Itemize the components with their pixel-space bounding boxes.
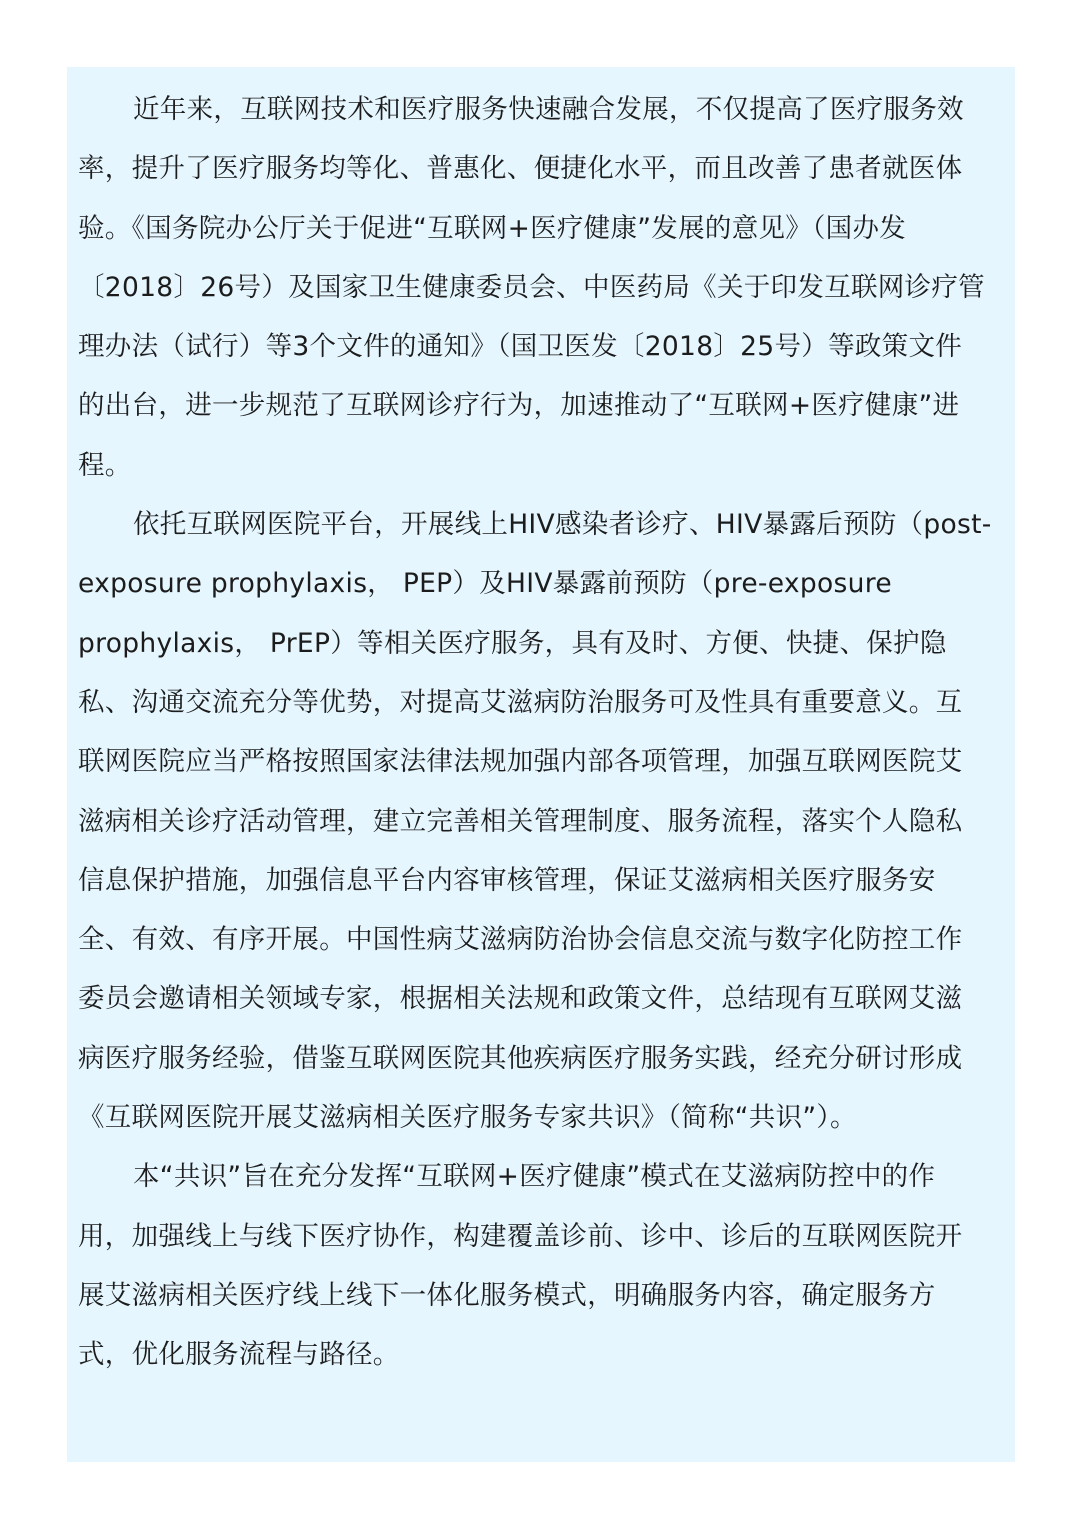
paragraph-1-line-7: 程。: [78, 449, 132, 481]
paragraph-2-line-8: 全、有效、有序开展。中国性病艾滋病防治协会信息交流与数字化防控工作: [78, 924, 963, 956]
paragraph-2-line-9: 委员会邀请相关领域专家，根据相关法规和政策文件，总结现有互联网艾滋: [78, 983, 963, 1015]
paragraph-2-line-11: 《互联网医院开展艾滋病相关医疗服务专家共识》（简称“共识”）。: [78, 1102, 857, 1134]
paragraph-1-line-6: 的出台，进一步规范了互联网诊疗行为，加速推动了“互联网+医疗健康”进: [78, 390, 960, 422]
paragraph-3-line-4: 式，优化服务流程与路径。: [78, 1339, 400, 1371]
paragraph-1-line-1: 近年来，互联网技术和医疗服务快速融合发展，不仅提高了医疗服务效: [133, 94, 964, 125]
paragraph-2-line-6: 滋病相关诊疗活动管理，建立完善相关管理制度、服务流程，落实个人隐私: [78, 805, 963, 837]
paragraph-2-line-5: 联网医院应当严格按照国家法律法规加强内部各项管理，加强互联网医院艾: [78, 746, 963, 778]
paragraph-2-line-3: prophylaxis， PrEP）等相关医疗服务，具有及时、方便、快捷、保护隐: [78, 627, 947, 659]
paragraph-2-line-4: 私、沟通交流充分等优势，对提高艾滋病防治服务可及性具有重要意义。互: [78, 686, 963, 718]
paragraph-2-line-1: 依托互联网医院平台，开展线上HIV感染者诊疗、HIV暴露后预防（post-: [133, 509, 992, 541]
paragraph-1-line-4: 〔2018〕26号）及国家卫生健康委员会、中医药局《关于印发互联网诊疗管: [78, 271, 985, 303]
paragraph-2-line-2: exposure prophylaxis， PEP）及HIV暴露前预防（pre-exposure: [78, 568, 892, 600]
paragraph-1-line-5: 理办法（试行）等3个文件的通知》（国卫医发〔2018〕25号）等政策文件: [78, 331, 963, 363]
paragraph-1-line-3: 验。《国务院办公厅关于促进“互联网+医疗健康”发展的意见》（国办发: [78, 212, 907, 244]
paragraph-1-line-2: 率，提升了医疗服务均等化、普惠化、便捷化水平，而且改善了患者就医体: [78, 153, 963, 185]
paragraph-2-line-10: 病医疗服务经验，借鉴互联网医院其他疾病医疗服务实践，经充分研讨形成: [78, 1042, 963, 1074]
paragraph-3-line-2: 用，加强线上与线下医疗协作，构建覆盖诊前、诊中、诊后的互联网医院开: [78, 1220, 963, 1252]
paragraph-3-line-1: 本“共识”旨在充分发挥“互联网+医疗健康”模式在艾滋病防控中的作: [133, 1161, 936, 1193]
document-body: [78, 80, 1008, 1385]
paragraph-3-line-3: 展艾滋病相关医疗线上线下一体化服务模式，明确服务内容，确定服务方: [78, 1279, 936, 1311]
paragraph-2-line-7: 信息保护措施，加强信息平台内容审核管理，保证艾滋病相关医疗服务安: [78, 864, 936, 896]
